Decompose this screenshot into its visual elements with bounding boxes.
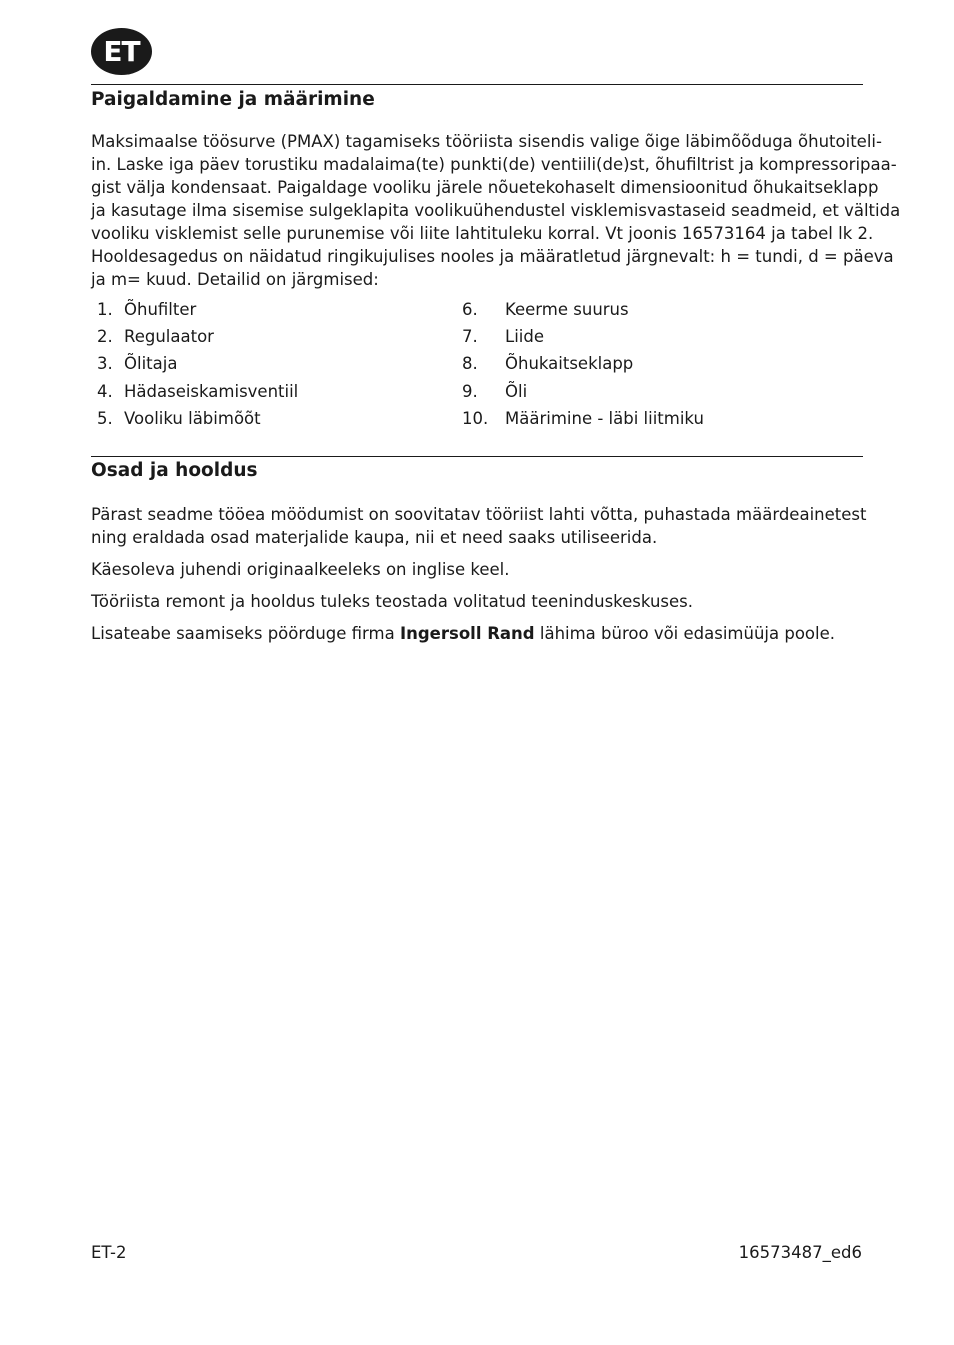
- list-item-label: Määrimine - läbi liitmiku: [505, 409, 704, 428]
- section-heading-parts: Osad ja hooldus: [91, 460, 258, 481]
- paragraph-line: ja m= kuud. Detailid on järgmised:: [91, 270, 379, 289]
- document-id: 16573487_ed6: [738, 1243, 862, 1262]
- parts-list-left: [97, 300, 427, 440]
- list-item-number: 10.: [462, 409, 489, 428]
- list-item-label: Vooliku läbimõõt: [124, 409, 261, 428]
- installation-paragraph: [91, 130, 901, 291]
- paragraph-line: vooliku visklemist selle purunemise või liite lahtituleku korral. Vt joonis 16573164 ja tabel lk 2.: [91, 224, 874, 243]
- contact-paragraph: [91, 622, 865, 645]
- list-item-number: 1.: [97, 300, 113, 319]
- contact-text: Lisateabe saamiseks pöörduge firma: [91, 624, 400, 643]
- list-item-number: 2.: [97, 327, 113, 346]
- section-heading-installation: Paigaldamine ja määrimine: [91, 89, 375, 110]
- paragraph-line: ning eraldada osad materjalide kaupa, nii et need saaks utiliseerida.: [91, 528, 658, 547]
- list-item-number: 5.: [97, 409, 113, 428]
- disposal-paragraph: [91, 503, 865, 549]
- language-paragraph: Käesoleva juhendi originaalkeeleks on inglise keel.: [91, 560, 510, 579]
- list-item-label: Õhufilter: [124, 300, 197, 319]
- list-item-number: 8.: [462, 354, 478, 373]
- list-item-number: 6.: [462, 300, 478, 319]
- brand-name: Ingersoll Rand: [399, 624, 535, 643]
- list-item-label: Regulaator: [124, 327, 214, 346]
- list-item-label: Liide: [505, 327, 544, 346]
- paragraph-line: gist välja kondensaat. Paigaldage vooliku järele nõuetekohaselt dimensioonitud õhukaitseklapp: [91, 178, 879, 197]
- page-number: ET-2: [91, 1243, 127, 1262]
- list-item-label: Keerme suurus: [505, 300, 629, 319]
- paragraph-line: Hooldesagedus on näidatud ringikujulises nooles ja määratletud järgnevalt: h = tundi, d = päeva: [91, 247, 894, 266]
- paragraph-line: Maksimaalse töösurve (PMAX) tagamiseks tööriista sisendis valige õige läbimõõduga õhutoiteli-: [91, 132, 882, 151]
- list-item-number: 7.: [462, 327, 478, 346]
- parts-list-right: [462, 300, 862, 440]
- paragraph-line: in. Laske iga päev torustiku madalaima(te) punkti(de) ventiili(de)st, õhufiltrist ja kompressoripaa-: [91, 155, 897, 174]
- language-badge: ET: [91, 28, 152, 75]
- list-item-number: 3.: [97, 354, 113, 373]
- list-item-label: Õlitaja: [124, 354, 178, 373]
- paragraph-line: ja kasutage ilma sisemise sulgeklapita voolikuühendustel visklemisvastaseid seadmeid, et vältida: [91, 201, 901, 220]
- paragraph-line: Pärast seadme tööea möödumist on soovitatav tööriist lahti võtta, puhastada määrdeainetest: [91, 505, 867, 524]
- section-divider: [91, 456, 863, 457]
- contact-text: lähima büroo või edasimüüja poole.: [534, 624, 836, 643]
- list-item-label: Õli: [505, 382, 528, 401]
- top-divider: [91, 84, 863, 85]
- service-paragraph: Tööriista remont ja hooldus tuleks teostada volitatud teeninduskeskuses.: [91, 592, 693, 611]
- list-item-number: 4.: [97, 382, 113, 401]
- list-item-label: Hädaseiskamisventiil: [124, 382, 299, 401]
- list-item-label: Õhukaitseklapp: [505, 354, 634, 373]
- list-item-number: 9.: [462, 382, 478, 401]
